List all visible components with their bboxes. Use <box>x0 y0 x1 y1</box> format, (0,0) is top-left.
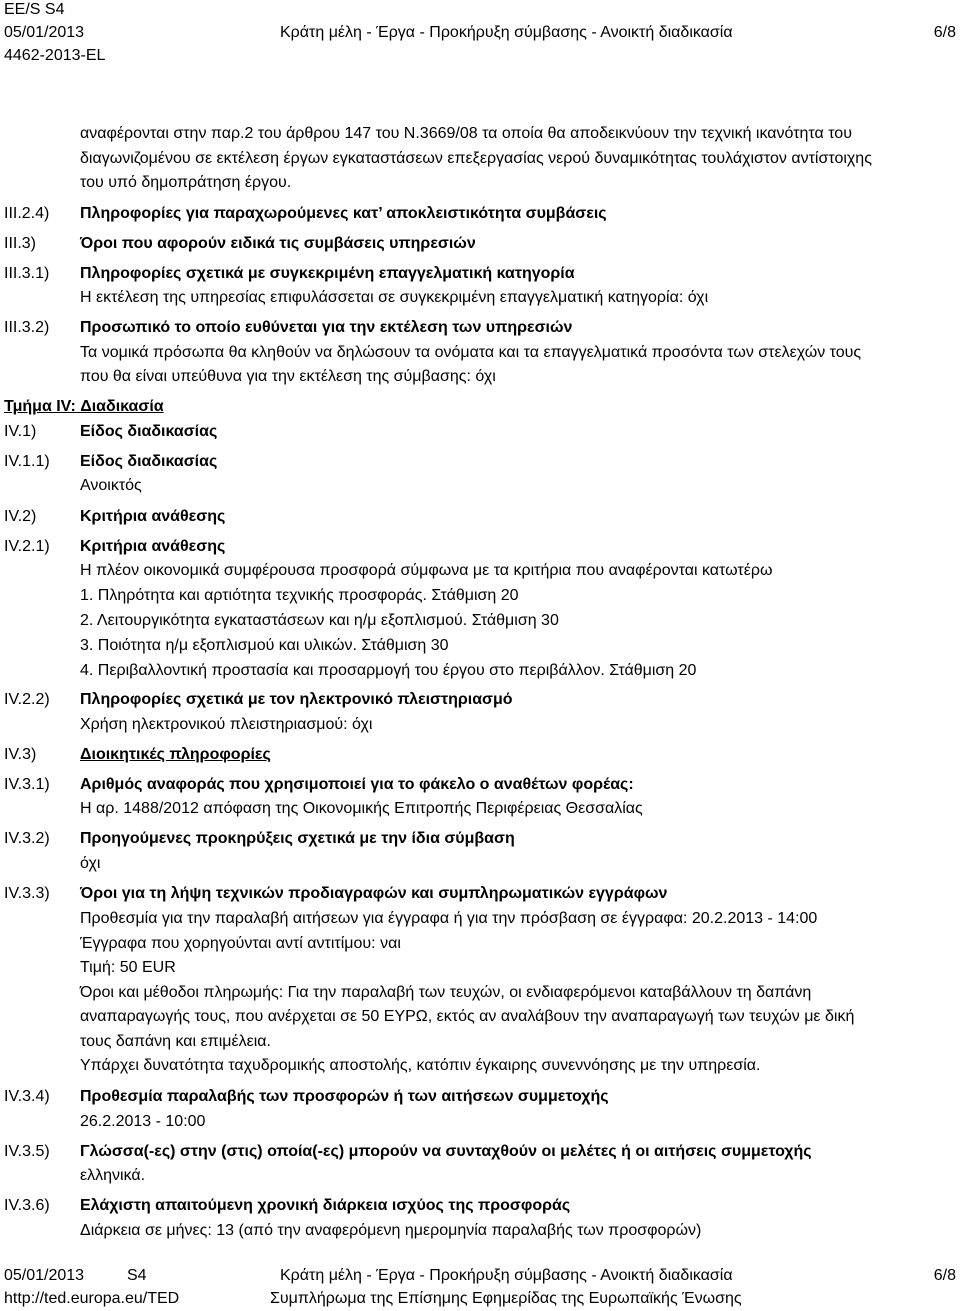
section-number: III.3) <box>4 235 37 252</box>
header-edition: EE/S S4 <box>4 1 65 18</box>
section-text: Διάρκεια σε μήνες: 13 (από την αναφερόμενη ημερομηνία παραλαβής των προσφορών) <box>80 1222 702 1239</box>
section-number: III.3.1) <box>4 265 50 282</box>
section-number: III.3.2) <box>4 319 50 336</box>
footer-edition: S4 <box>127 1267 147 1284</box>
footer-subtitle: Συμπλήρωμα της Επίσημης Εφημερίδας της Ευρωπαϊκής Ένωσης <box>270 1290 742 1307</box>
section-heading: Ελάχιστη απαιτούμενη χρονική διάρκεια ισχύος της προσφοράς <box>80 1197 571 1214</box>
section-heading: Γλώσσα(-ες) στην (στις) οποία(-ες) μπορούν να συνταχθούν οι μελέτες ή οι αιτήσεις συμμετοχής <box>80 1143 812 1160</box>
section-text: που θα είναι υπεύθυνα για την εκτέλεση της σύμβασης: όχι <box>80 368 496 385</box>
criteria-item: 2. Λειτουργικότητα εγκαταστάσεων και η/μ εξοπλισμού. Στάθμιση 30 <box>80 612 559 629</box>
section-number: IV.2) <box>4 508 37 525</box>
section-number: IV.3.3) <box>4 885 50 902</box>
section-number: IV.3.4) <box>4 1088 50 1105</box>
section-text: Ανοικτός <box>80 477 142 494</box>
section-text: Η πλέον οικονομικά συμφέρουσα προσφορά σύμφωνα με τα κριτήρια που αναφέρονται κατωτέρω <box>80 562 773 579</box>
criteria-item: 4. Περιβαλλοντική προστασία και προσαρμογή του έργου στο περιβάλλον. Στάθμιση 20 <box>80 662 697 679</box>
intro-line-1: αναφέρονται στην παρ.2 του άρθρου 147 του Ν.3669/08 τα οποία θα αποδεικνύουν την τεχνική ικανότητα του <box>80 125 852 142</box>
section-heading: Προσωπικό το οποίο ευθύνεται για την εκτέλεση των υπηρεσιών <box>80 319 573 336</box>
section-text: Έγγραφα που χορηγούνται αντί αντιτίμου: ναι <box>80 935 401 952</box>
header-page-number: 6/8 <box>933 24 956 41</box>
section-heading: Πληροφορίες σχετικά με συγκεκριμένη επαγγελματική κατηγορία <box>80 265 575 282</box>
section-text: τους δαπάνη και επιμέλεια. <box>80 1033 271 1050</box>
header-doc-id: 4462-2013-EL <box>4 47 106 64</box>
section-text: Η αρ. 1488/2012 απόφαση της Οικονομικής Επιτροπής Περιφέρειας Θεσσαλίας <box>80 800 643 817</box>
section-text: Τιμή: 50 EUR <box>80 959 176 976</box>
section-text: Υπάρχει δυνατότητα ταχυδρομικής αποστολής, κατόπιν έγκαιρης συνεννόησης με την υπηρεσία. <box>80 1057 761 1074</box>
section-number: IV.3.2) <box>4 830 50 847</box>
footer-url-link[interactable]: http://ted.europa.eu/TED <box>4 1290 180 1307</box>
footer-date: 05/01/2013 <box>4 1267 85 1284</box>
section-text: Τα νομικά πρόσωπα θα κληθούν να δηλώσουν τα ονόματα και τα επαγγελματικά προσόντα των στελεχών τους <box>80 344 862 361</box>
criteria-item: 3. Ποιότητα η/μ εξοπλισμού και υλικών. Στάθμιση 30 <box>80 637 449 654</box>
section-number: III.2.4) <box>4 205 50 222</box>
section-text: Η εκτέλεση της υπηρεσίας επιφυλάσσεται σε συγκεκριμένη επαγγελματική κατηγορία: όχι <box>80 289 709 306</box>
section-number: IV.3.5) <box>4 1143 50 1160</box>
section-number: IV.2.2) <box>4 691 50 708</box>
section-text: Όροι και μέθοδοι πληρωμής: Για την παραλαβή των τευχών, οι ενδιαφερόμενοι καταβάλλουν τη δαπάνη <box>80 984 812 1001</box>
section-text: ελληνικά. <box>80 1167 146 1184</box>
section-text: όχι <box>80 855 101 872</box>
section-number: IV.2.1) <box>4 538 50 555</box>
section-text: Προθεσμία για την παραλαβή αιτήσεων για έγγραφα ή για την πρόσβαση σε έγγραφα: 20.2.2013 - 14:00 <box>80 910 818 927</box>
section-heading: Αριθμός αναφοράς που χρησιμοποιεί για το φάκελο ο αναθέτων φορέας: <box>80 776 634 793</box>
section-heading: Όροι για τη λήψη τεχνικών προδιαγραφών και συμπληρωματικών εγγράφων <box>80 885 668 902</box>
criteria-item: 1. Πληρότητα και αρτιότητα τεχνικής προσφοράς. Στάθμιση 20 <box>80 587 519 604</box>
section-heading: Όροι που αφορούν ειδικά τις συμβάσεις υπηρεσιών <box>80 235 476 252</box>
section-number: IV.1.1) <box>4 453 50 470</box>
section-text: Χρήση ηλεκτρονικού πλειστηριασμού: όχι <box>80 716 373 733</box>
section-heading: Κριτήρια ανάθεσης <box>80 538 226 555</box>
section-number: IV.3) <box>4 746 37 763</box>
section-heading: Διοικητικές πληροφορίες <box>80 746 271 763</box>
section-text: 26.2.2013 - 10:00 <box>80 1113 206 1130</box>
section-text: αναπαραγωγής τους, που ανέρχεται σε 50 ΕΥΡΩ, εκτός αν αναλάβουν την αναπαραγωγή των τευχών με δική <box>80 1008 855 1025</box>
section-number: IV.3.1) <box>4 776 50 793</box>
section-number: IV.3.6) <box>4 1197 50 1214</box>
footer-page-number: 6/8 <box>933 1267 956 1284</box>
intro-line-2: διαγωνιζομένου σε εκτέλεση έργων εγκαταστάσεων επεξεργασίας νερού δυναμικότητας τουλάχιστον αντίστοιχης <box>80 150 872 167</box>
section-heading: Κριτήρια ανάθεσης <box>80 508 226 525</box>
section-heading: Προθεσμία παραλαβής των προσφορών ή των αιτήσεων συμμετοχής <box>80 1088 609 1105</box>
section-number: IV.1) <box>4 423 37 440</box>
section-heading: Είδος διαδικασίας <box>80 423 218 440</box>
header-title: Κράτη μέλη - Έργα - Προκήρυξη σύμβασης - Ανοικτή διαδικασία <box>280 24 733 41</box>
section-heading: Πληροφορίες για παραχωρούμενες κατ’ αποκλειστικότητα συμβάσεις <box>80 205 607 222</box>
section-heading: Προηγούμενες προκηρύξεις σχετικά με την ίδια σύμβαση <box>80 830 515 847</box>
header-date: 05/01/2013 <box>4 24 85 41</box>
part-title: Τμήμα IV: Διαδικασία <box>4 398 164 415</box>
intro-line-3: του υπό δημοπράτηση έργου. <box>80 174 292 191</box>
footer-title: Κράτη μέλη - Έργα - Προκήρυξη σύμβασης - Ανοικτή διαδικασία <box>280 1267 733 1284</box>
section-heading: Είδος διαδικασίας <box>80 453 218 470</box>
section-heading: Πληροφορίες σχετικά με τον ηλεκτρονικό πλειστηριασμό <box>80 691 513 708</box>
